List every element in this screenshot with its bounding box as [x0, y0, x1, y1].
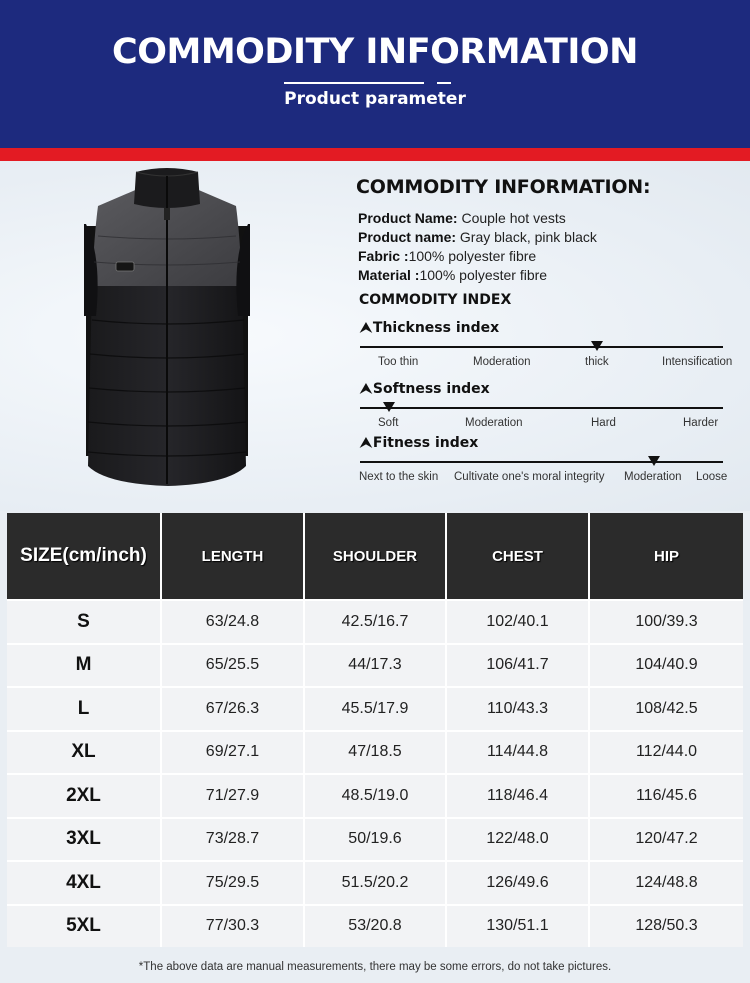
header-text: CHEST [492, 547, 543, 565]
table-row [7, 686, 743, 730]
info-label: Material : [358, 267, 420, 283]
cell-length: 75/29.5 [162, 862, 305, 904]
cell-chest: 126/49.6 [447, 862, 590, 904]
table-row [7, 817, 743, 861]
info-label: Product Name: [358, 210, 458, 226]
cell-hip: 124/48.8 [590, 862, 743, 904]
cell-hip: 112/44.0 [590, 732, 743, 774]
cell-hip: 100/39.3 [590, 601, 743, 643]
cell-length: 69/27.1 [162, 732, 305, 774]
info-line-product-name [358, 210, 566, 226]
cell-shoulder: 53/20.8 [305, 906, 447, 948]
scale-option: Moderation [465, 417, 523, 429]
scale-option: Too thin [378, 356, 419, 368]
cell-size: 2XL [7, 775, 162, 817]
thickness-pointer-icon [591, 341, 603, 351]
cell-shoulder: 48.5/19.0 [305, 775, 447, 817]
cell-shoulder: 44/17.3 [305, 645, 447, 687]
index-title: COMMODITY INDEX [359, 292, 512, 308]
cell-size: S [7, 601, 162, 643]
header-text: LENGTH [201, 547, 264, 565]
cell-size: 3XL [7, 819, 162, 861]
cell-shoulder: 50/19.6 [305, 819, 447, 861]
cell-chest: 106/41.7 [447, 645, 590, 687]
scale-option: Moderation [473, 356, 531, 368]
thickness-scale-bar [360, 346, 723, 348]
scale-option: Moderation [624, 471, 682, 483]
scale-label-text: Thickness index [372, 320, 500, 336]
page-title: COMMODITY INFORMATION [112, 32, 638, 72]
cell-size: 5XL [7, 906, 162, 948]
title-underline [0, 82, 750, 86]
cell-chest: 102/40.1 [447, 601, 590, 643]
table-row [7, 773, 743, 817]
scale-option: Cultivate one's moral integrity [454, 471, 605, 483]
scale-option: Intensification [662, 356, 733, 368]
header-text: SIZE(cm/inch) [20, 545, 147, 566]
scale-label-text: Softness index [372, 381, 490, 397]
cell-chest: 110/43.3 [447, 688, 590, 730]
page-subtitle: Product parameter [284, 89, 466, 109]
footnote: *The above data are manual measurements, there may be some errors, do not take pictures. [138, 961, 612, 973]
fitness-scale-bar [360, 461, 723, 463]
cell-size: M [7, 645, 162, 687]
cell-hip: 120/47.2 [590, 819, 743, 861]
cell-shoulder: 51.5/20.2 [305, 862, 447, 904]
header-banner [0, 0, 750, 148]
scale-option: Next to the skin [359, 471, 439, 483]
cell-hip: 108/42.5 [590, 688, 743, 730]
arrow-marker-icon: ⮝ [360, 435, 372, 451]
header-size [7, 513, 162, 599]
cell-length: 73/28.7 [162, 819, 305, 861]
info-line-fabric [358, 248, 536, 264]
accent-band [0, 148, 750, 161]
header-length [162, 513, 305, 599]
cell-length: 71/27.9 [162, 775, 305, 817]
info-value: 100% polyester fibre [408, 248, 537, 264]
table-row [7, 860, 743, 904]
info-label: Product name: [358, 229, 457, 245]
table-row [7, 643, 743, 687]
table-header-row [7, 513, 743, 599]
vest-product-image [78, 166, 256, 492]
cell-chest: 118/46.4 [447, 775, 590, 817]
cell-chest: 130/51.1 [447, 906, 590, 948]
header-chest [447, 513, 590, 599]
cell-length: 77/30.3 [162, 906, 305, 948]
info-label: Fabric : [358, 248, 409, 264]
cell-length: 65/25.5 [162, 645, 305, 687]
softness-pointer-icon [383, 402, 395, 412]
cell-chest: 122/48.0 [447, 819, 590, 861]
scale-option: thick [585, 356, 609, 368]
cell-shoulder: 45.5/17.9 [305, 688, 447, 730]
cell-size: XL [7, 732, 162, 774]
table-body [7, 599, 743, 947]
header-hip [590, 513, 743, 599]
softness-scale-bar [360, 407, 723, 409]
scale-option: Soft [378, 417, 399, 429]
info-value: 100% polyester fibre [419, 267, 548, 283]
table-row [7, 730, 743, 774]
arrow-marker-icon: ⮝ [360, 320, 372, 336]
header-text: HIP [653, 547, 679, 565]
cell-size: L [7, 688, 162, 730]
cell-hip: 116/45.6 [590, 775, 743, 817]
info-title: COMMODITY INFORMATION: [356, 176, 651, 198]
cell-shoulder: 42.5/16.7 [305, 601, 447, 643]
table-row [7, 904, 743, 948]
info-line-color [358, 229, 597, 245]
cell-length: 63/24.8 [162, 601, 305, 643]
cell-shoulder: 47/18.5 [305, 732, 447, 774]
info-value: Gray black, pink black [456, 229, 597, 245]
info-value: Couple hot vests [457, 210, 566, 226]
fitness-pointer-icon [648, 456, 660, 466]
cell-size: 4XL [7, 862, 162, 904]
table-row [7, 599, 743, 643]
info-line-material [358, 267, 547, 283]
cell-length: 67/26.3 [162, 688, 305, 730]
cell-chest: 114/44.8 [447, 732, 590, 774]
scale-option: Loose [696, 471, 728, 483]
cell-hip: 104/40.9 [590, 645, 743, 687]
thickness-index-label [360, 320, 499, 336]
size-table [7, 513, 743, 947]
scale-label-text: Fitness index [372, 435, 479, 451]
softness-index-label [360, 381, 490, 397]
header-text: SHOULDER [332, 547, 418, 565]
scale-option: Hard [591, 417, 616, 429]
fitness-index-label [360, 435, 478, 451]
cell-hip: 128/50.3 [590, 906, 743, 948]
header-shoulder [305, 513, 447, 599]
arrow-marker-icon: ⮝ [360, 381, 372, 397]
scale-option: Harder [683, 417, 719, 429]
